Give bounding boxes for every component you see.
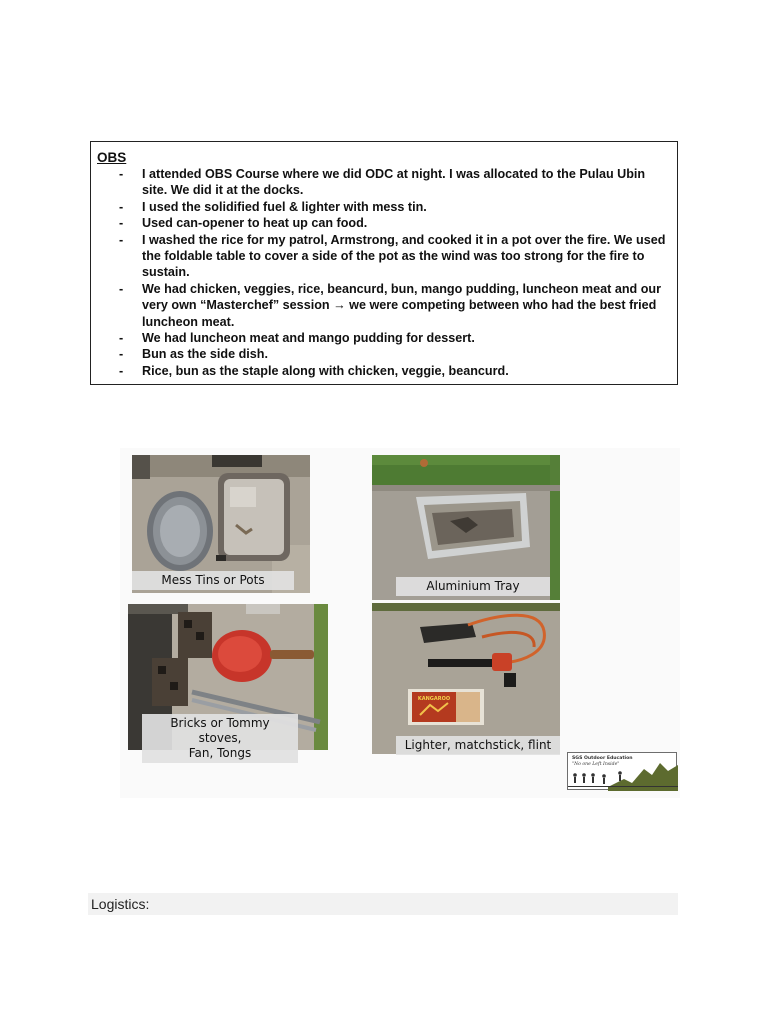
bullet-dash: - — [119, 347, 124, 362]
stoves-caption-line1: Bricks or Tommy stoves, — [170, 716, 270, 745]
lighter-matchstick-flint-illustration — [372, 603, 560, 754]
mess-tins-photo — [132, 455, 310, 593]
list-item — [91, 199, 677, 215]
list-item — [91, 281, 677, 330]
sgs-outdoor-education-logo — [567, 752, 677, 790]
aluminium-tray-photo — [372, 455, 560, 600]
list-item — [91, 215, 677, 231]
bullet-dash: - — [119, 232, 124, 247]
bullet-dash: - — [119, 167, 124, 181]
mess-tins-caption: Mess Tins or Pots — [132, 571, 294, 590]
stoves-fan-tongs-photo — [128, 604, 328, 760]
list-item-text: We had luncheon meat and mango pudding for dessert. — [142, 331, 475, 346]
list-item-text: Bun as the side dish. — [142, 347, 268, 362]
lighter-matchstick-flint-photo — [372, 603, 560, 754]
stoves-caption-line2: Fan, Tongs — [188, 746, 252, 760]
list-item-text: Used can-opener to heat up can food. — [142, 216, 368, 231]
aluminium-tray-caption: Aluminium Tray — [396, 577, 550, 596]
list-item — [91, 346, 677, 362]
stoves-caption — [142, 714, 298, 763]
logo-org-name: SGS Outdoor Education — [572, 756, 633, 761]
bullet-dash: - — [119, 331, 124, 346]
list-item-text: Rice, bun as the staple along with chicken, veggie, beancurd. — [142, 363, 509, 378]
bullet-dash: - — [119, 199, 124, 214]
bullet-dash: - — [119, 281, 124, 296]
bullet-dash: - — [119, 363, 124, 378]
bullet-dash: - — [119, 216, 124, 231]
logo-tagline: "No one Left Inside" — [572, 762, 620, 767]
obs-notes-box — [90, 141, 678, 385]
list-item-text: I washed the rice for my patrol, Armstrong, and cooked it in a pot over the fire. We used the foldable table to cover a side of the pot as the wind was too strong for the fire to sustain. — [142, 232, 666, 280]
list-item — [91, 330, 677, 346]
obs-heading: OBS — [97, 150, 127, 165]
list-item — [91, 166, 677, 199]
mountain-hikers-icon — [568, 753, 678, 791]
logistics-section — [88, 893, 678, 915]
matchbox-brand-text: KANGAROO — [417, 696, 451, 702]
list-item — [91, 363, 677, 379]
obs-bullet-list — [91, 166, 677, 379]
list-item-text: I used the solidified fuel & lighter with mess tin. — [142, 199, 427, 214]
list-item-text: We had chicken, veggies, rice, beancurd, bun, mango pudding, luncheon meat and our very own “Masterchef” session → we were competing between who had the best fried luncheon meat. — [142, 281, 661, 329]
list-item-text: I attended OBS Course where we did ODC at night. I was allocated to the Pulau Ubin site. We did it at the docks. — [142, 167, 646, 198]
lighter-caption: Lighter, matchstick, flint — [396, 736, 560, 755]
list-item — [91, 232, 677, 281]
logistics-heading: Logistics: — [91, 896, 150, 912]
